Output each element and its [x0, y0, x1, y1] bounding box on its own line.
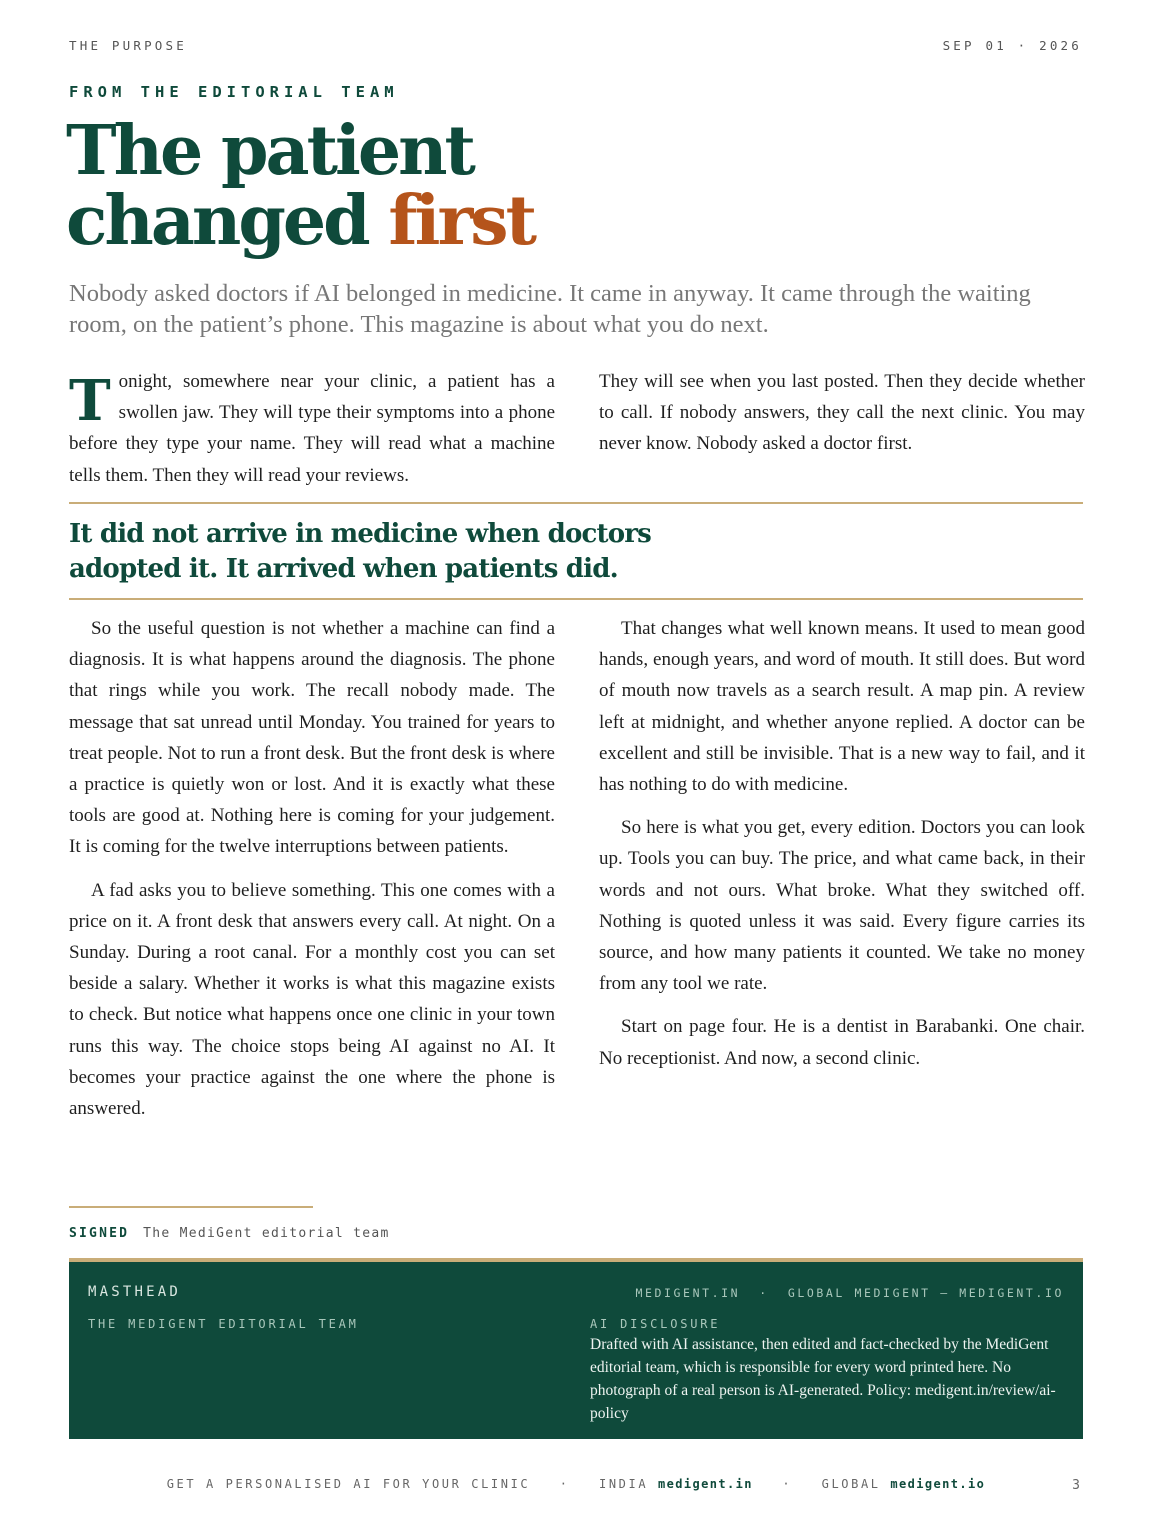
headline [66, 111, 534, 261]
footer-india-link[interactable]: medigent.in [657, 1477, 753, 1491]
masthead-box [69, 1258, 1083, 1439]
body-paragraph: That changes what well known means. It used to mean good hands, enough years, and word of mouth. It still does. But word of mouth now travels as a search result. A map pin. A review left at midnight, and whether anyone replied. A doctor can be excellent and still be invisible. That is a new way to fail, and it has nothing to do with medicine. [599, 618, 1085, 796]
signature-rule [69, 1206, 313, 1208]
intro-text: onight, somewhere near your clinic, a patient has a swollen jaw. They will type their symptoms into a phone before they type your name. They will read what a machine tells them. Then they will read your reviews. [69, 371, 555, 486]
signed-name: The MediGent editorial team [143, 1226, 390, 1241]
footer-cta [0, 1477, 1152, 1491]
masthead-title: MASTHEAD [88, 1284, 182, 1300]
footer-separator: · [782, 1477, 793, 1491]
signed-label: SIGNED [69, 1226, 130, 1241]
footer-global-link[interactable]: medigent.io [890, 1477, 986, 1491]
intro-paragraph [69, 366, 555, 491]
footer-india-label: INDIA [599, 1477, 649, 1491]
footer-cta-text: GET A PERSONALISED AI FOR YOUR CLINIC [166, 1477, 531, 1491]
footer-separator: · [559, 1477, 570, 1491]
dek: Nobody asked doctors if AI belonged in medicine. It came in anyway. It came through the waiting room, on the patient’s phone. This magazine is about what you do next. [69, 280, 1031, 338]
body-paragraph: So here is what you get, every edition. Doctors you can look up. Tools you can buy. The price, and what came back, in their words and not ours. What broke. What they switched off. Nothing is quoted unless it was said. Every figure carries its source, and how many patients it counted. We take no money from any tool we rate. [599, 817, 1085, 995]
ai-disclosure-text: Drafted with AI assistance, then edited and fact-checked by the MediGent editorial team, which is responsible for every word printed here. No photograph of a real person is AI-generated. Policy: medigent.in/review/ai-policy [590, 1336, 1056, 1422]
masthead-links[interactable]: MEDIGENT.IN · GLOBAL MEDIGENT — MEDIGENT.IO [635, 1286, 1064, 1300]
pull-quote: It did not arrive in medicine when doctors adopted it. It arrived when patients did. [69, 519, 652, 584]
divider-top [69, 502, 1083, 504]
body-paragraph: A fad asks you to believe something. This one comes with a price on it. A front desk that answers every call. At night. On a Sunday. During a root canal. For a monthly cost you can set beside a salary. Whether it works is what this magazine exists to check. But notice what happens once one clinic in your town runs this way. The choice stops being AI against no AI. It becomes your practice against the one where the phone is answered. [69, 879, 555, 1120]
intro-right-column [599, 366, 1085, 472]
section-label: THE PURPOSE [69, 38, 187, 53]
divider-bottom [69, 598, 1083, 600]
drop-cap: T [69, 368, 111, 434]
ai-disclosure-label: AI DISCLOSURE [590, 1317, 721, 1331]
intro-paragraph-continued: They will see when you last posted. Then they decide whether to call. If nobody answers, they call the next clinic. You may never know. Nobody asked a doctor first. [599, 371, 1085, 455]
body-left-column [69, 613, 555, 1136]
body-paragraph: So the useful question is not whether a machine can find a diagnosis. It is what happens around the diagnosis. The phone that rings while you work. The recall nobody made. The message that sat unread until Monday. You trained for years to treat people. Not to run a front desk. But the front desk is where a practice is quietly won or lost. And it is exactly what these tools are good at. Nothing here is coming for your judgement. It is coming for the twelve interruptions between patients. [69, 618, 555, 858]
headline-accent: first [388, 181, 534, 261]
page-number: 3 [1072, 1478, 1080, 1493]
body-right-column [599, 613, 1085, 1086]
signature [69, 1226, 390, 1241]
intro-left-column [69, 366, 555, 503]
masthead-team: THE MEDIGENT EDITORIAL TEAM [88, 1317, 359, 1331]
kicker: FROM THE EDITORIAL TEAM [69, 83, 399, 101]
footer-global-label: GLOBAL [821, 1477, 881, 1491]
body-paragraph: Start on page four. He is a dentist in Barabanki. One chair. No receptionist. And now, a second clinic. [599, 1016, 1085, 1069]
issue-date: SEP 01 · 2026 [942, 38, 1082, 53]
headline-line1: The patient [66, 111, 473, 191]
headline-line2: changed [66, 181, 368, 261]
